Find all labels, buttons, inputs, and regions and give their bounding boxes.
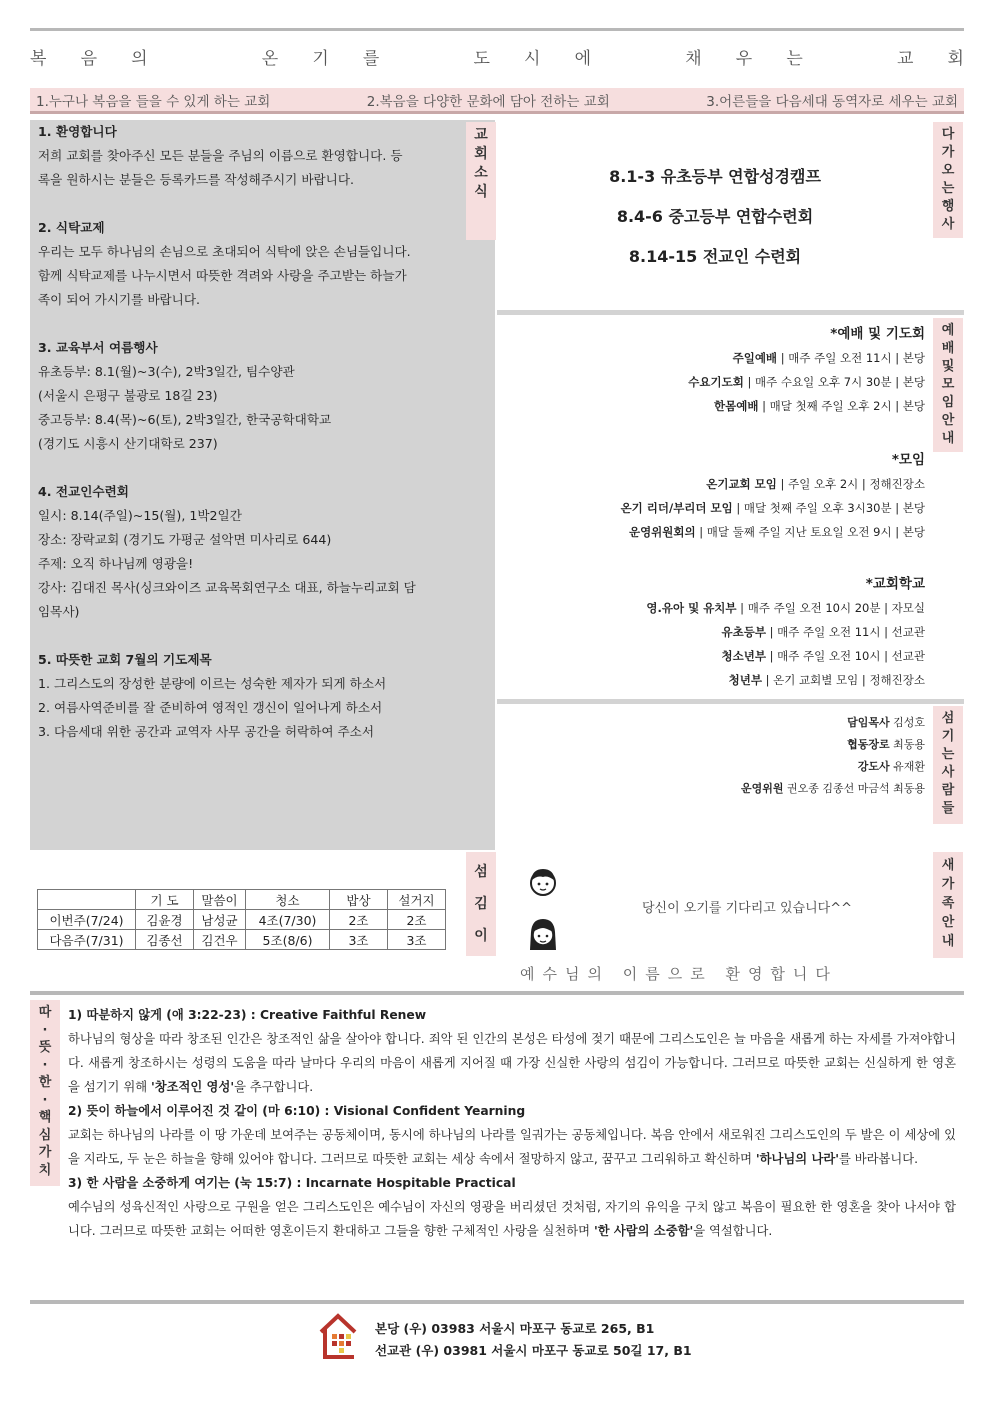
schedule-row: 영.유아 및 유치부 | 매주 주일 오전 10시 20분 | 자모실 [646, 601, 925, 615]
news-line: 족이 되어 가시기를 바랍니다. [38, 292, 200, 307]
tab-church-news: 교 회 소 식 [466, 122, 496, 240]
schedule-row: 온기교회 모임 | 주일 오후 2시 | 정해진장소 [706, 477, 925, 491]
value-title: 1) 따분하지 않게 (애 3:22-23) : Creative Faithful Renew [68, 1008, 427, 1022]
address-main: 본당 (우) 03983 서울시 마포구 동교로 265, B1 [375, 1321, 655, 1336]
news-line: 일시: 8.14(주일)~15(월), 1박2일간 [38, 508, 242, 523]
value-body: 예수님의 성육신적인 사랑으로 구원을 얻은 그리스도인은 예수님이 자신의 영광을 버리셨던 것처럼, 자기의 유익을 구치 않고 복음이 필요한 한 영혼을 찾아 나서야 합니다. 그러므로 따뜻한 교회는 어떠한 영혼이든지 환대하고 그들을 향한 구체적인 사랑을 실천하며 '한 사람의 소중함'을 역설합니다. [68, 1200, 956, 1238]
news-title: 1. 환영합니다 [38, 124, 117, 139]
value-body: 하나님의 형상을 따라 창조된 인간은 창조적인 삶을 살아야 합니다. 죄악 된 인간의 본성은 타성에 젖기 때문에 그리스도인은 늘 마음을 새롭게 하는 자세를 가져야합니다. 새롭게 창조하시는 성령의 도움을 따라 날마다 우리의 마음이 새롭게 지어질 때 가장 신실한 사랑의 섬김이 가능합니다. 그러므로 따뜻한 교회는 신실하게 한 영혼을 섬기기 위해 '창조적인 영성'을 추구합니다. [68, 1032, 956, 1094]
motto-char: 시 [524, 49, 541, 69]
news-title: 2. 식탁교제 [38, 220, 105, 235]
value-title: 3) 한 사람을 소중하게 여기는 (눅 15:7) : Incarnate Hospitable Practical [68, 1176, 516, 1190]
news-text [38, 120, 458, 744]
news-line: 1. 그리스도의 장성한 분량에 이르는 성숙한 제자가 되게 하소서 [38, 676, 387, 691]
staff-row: 강도사 유재환 [857, 760, 925, 773]
schedule-row: 온기 리더/부리더 모임 | 매달 첫째 주일 오후 3시30분 | 본당 [620, 501, 925, 515]
newcomer-message: 당신이 오기를 기다리고 있습니다^^ [642, 901, 852, 916]
worship-heading: *예배 및 기도회 [830, 326, 925, 342]
school-heading: *교회학교 [865, 576, 925, 592]
news-line: (서울시 은평구 불광로 18길 23) [38, 388, 218, 403]
footer-rule [30, 1300, 964, 1304]
motto-char: 기 [312, 49, 329, 69]
welcome-line: 예수님의 이름으로 환영합니다 [520, 965, 838, 983]
news-line: 임목사) [38, 604, 80, 619]
girl-icon [526, 916, 560, 952]
event-item: 8.1-3 유초등부 연합성경캠프 [609, 167, 821, 186]
worship-schedule [500, 318, 925, 698]
motto-char: 회 [947, 49, 964, 69]
upcoming-events [500, 120, 930, 310]
section-divider [497, 310, 964, 315]
news-line: 3. 다음세대 위한 공간과 교역자 사무 공간을 허락하여 주소서 [38, 724, 375, 739]
news-line: 유초등부: 8.1(월)~3(수), 2박3일간, 팀수양관 [38, 364, 295, 379]
values-top-rule [30, 991, 964, 995]
serving-table [37, 889, 446, 950]
schedule-row: 청소년부 | 매주 주일 오전 10시 | 선교관 [721, 649, 925, 663]
staff-list [500, 710, 925, 820]
motto-char: 채 [685, 49, 702, 69]
event-item: 8.4-6 중고등부 연합수련회 [616, 207, 814, 226]
news-title: 3. 교육부서 여름행사 [38, 340, 158, 355]
value-title: 2) 뜻이 하늘에서 이루어진 것 같이 (마 6:10) : Visional Confident Yearning [68, 1104, 526, 1118]
tab-worship-info: 예 배 및 모 임 안 내 [933, 318, 963, 452]
tab-servants: 섬 기 는 사 람 들 [933, 706, 963, 824]
news-line: (경기도 시흥시 산기대학로 237) [38, 436, 218, 451]
news-line: 우리는 모두 하나님의 손님으로 초대되어 식탁에 앉은 손님들입니다. [38, 244, 411, 259]
news-line: 2. 여름사역준비를 잘 준비하여 영적인 갱신이 일어나게 하소서 [38, 700, 383, 715]
schedule-row: 수요기도회 | 매주 수요일 오후 7시 30분 | 본당 [688, 375, 925, 389]
staff-row: 담임목사 김성호 [847, 716, 925, 729]
news-line: 함께 식탁교제를 나누시면서 따뜻한 격려와 사랑을 주고받는 하늘가 [38, 268, 407, 283]
motto-char: 에 [574, 49, 592, 69]
core-values [68, 1003, 956, 1243]
section-divider [497, 699, 964, 704]
motto-char: 는 [786, 49, 803, 69]
table-row: 다음주(7/31) 김종선 김건우 5조(8/6) 3조 3조 [38, 930, 446, 950]
vision-item: 1.누구나 복음을 들을 수 있게 하는 교회 [36, 93, 271, 110]
table-row: 이번주(7/24) 김윤경 남성균 4조(7/30) 2조 2조 [38, 910, 446, 930]
top-rule [30, 28, 964, 31]
vision-item: 3.어른들을 다음세대 동역자로 세우는 교회 [706, 93, 958, 110]
motto-char: 도 [473, 49, 490, 69]
vision-bar [30, 88, 964, 114]
event-item: 8.14-15 전교인 수련회 [628, 247, 802, 266]
schedule-row: 주일예배 | 매주 주일 오전 11시 | 본당 [732, 351, 925, 365]
schedule-row: 운영위원회의 | 매달 둘째 주일 지난 토요일 오전 9시 | 본당 [628, 525, 925, 539]
motto-char: 음 [80, 49, 98, 69]
value-body: 교회는 하나님의 나라를 이 땅 가운데 보여주는 공동체이며, 동시에 하나님의 나라를 일궈가는 공동체입니다. 복음 안에서 새로워진 그리스도인의 두 발은 이 세상에 있을 지라도, 두 눈은 하늘을 향해 있어야 합니다. 그러므로 따뜻한 교회는 세상 속에서 절망하지 않고, 꿈꾸고 그리워하고 확신하며 '하나님의 나라'를 바라봅니다. [68, 1128, 956, 1166]
motto-char: 교 [896, 49, 914, 69]
news-line: 강사: 김대진 목사(싱크와이즈 교육목회연구소 대표, 하늘누리교회 담 [38, 580, 416, 595]
news-line: 저희 교회를 찾아주신 모든 분들을 주님의 이름으로 환영합니다. 등 [38, 148, 403, 163]
meeting-heading: *모임 [891, 452, 925, 468]
motto-char: 의 [131, 49, 148, 69]
boy-icon [526, 864, 560, 898]
motto-char: 우 [735, 49, 753, 69]
church-logo-icon [318, 1312, 358, 1360]
staff-row: 운영위원 권오종 김종선 마금석 최동용 [740, 782, 925, 795]
news-line: 주제: 오직 하나님께 영광을! [38, 556, 194, 571]
footer-addresses [375, 1318, 692, 1362]
tab-core-values: 따 · 뜻 · 한 · 핵 심 가 치 [30, 1000, 60, 1186]
news-line: 중고등부: 8.4(목)~6(토), 2박3일간, 한국공학대학교 [38, 412, 332, 427]
tab-upcoming-events: 다 가 오 는 행 사 [933, 122, 963, 238]
news-title: 5. 따뜻한 교회 7월의 기도제목 [38, 652, 212, 667]
motto [30, 44, 964, 74]
news-line: 록을 원하시는 분들은 등록카드를 작성해주시기 바랍니다. [38, 172, 354, 187]
motto-char: 복 [30, 49, 47, 69]
news-title: 4. 전교인수련회 [38, 484, 129, 499]
address-mission: 선교관 (우) 03981 서울시 마포구 동교로 50길 17, B1 [375, 1343, 692, 1358]
schedule-row: 한몸예배 | 매달 첫째 주일 오후 2시 | 본당 [714, 399, 925, 413]
schedule-row: 청년부 | 온기 교회별 모임 | 정해진장소 [728, 673, 925, 687]
motto-char: 온 [261, 49, 279, 69]
table-header-row: 기 도 말씀이 청소 밥상 설거지 [38, 890, 446, 910]
tab-serving: 섬 김 이 [466, 852, 496, 956]
motto-char: 를 [362, 49, 380, 69]
news-line: 장소: 장락교회 (경기도 가평군 설악면 미사리로 644) [38, 532, 332, 547]
vision-item: 2.복음을 다양한 문화에 담아 전하는 교회 [366, 93, 610, 110]
schedule-row: 유초등부 | 매주 주일 오전 11시 | 선교관 [721, 625, 925, 639]
staff-row: 협동장로 최동용 [847, 738, 925, 751]
tab-newcomer: 새 가 족 안 내 [933, 852, 963, 958]
